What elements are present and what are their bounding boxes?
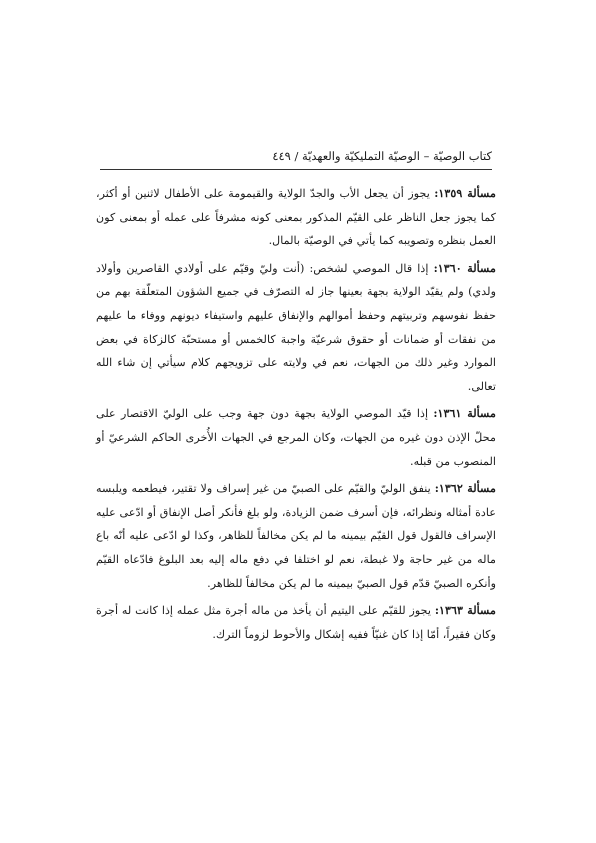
- page-body: [96, 182, 496, 650]
- issue-text: ينفق الوليّ والقيّم على الصبيّ من غير إسراف ولا تقتير، فيطعمه ويلبسه عادة أمثاله ونظرائه، فإن أسرف ضمن الزيادة، ولو بلغ فأنكر أصل الإنفاق أو ادّعى عليه الإسراف فالقول قول القيّم بيمينه ما لم يكن مخالفاً للظاهر، وكذا لو ادّعى عليه أنّه باع ماله من غير حاجة ولا غبطة، نعم لو اختلفا في دفع ماله إليه بعد البلوغ فادّعاه القيّم وأنكره الصبيّ قدّم قول الصبيّ بيمينه ما لم يكن مخالفاً للظاهر.: [96, 482, 496, 590]
- issue-label: مسألة ١٣٦٠:: [433, 260, 497, 275]
- issue-text: يجوز أن يجعل الأب والجدّ الولاية والقيمومة على الأطفال لاثنين أو أكثر، كما يجوز جعل الناظر على القيّم المذكور بمعنى كونه مشرفاً على عمله أو بمعنى كون العمل بنظره وتصويبه كما يأتي في الوصيّة بالمال.: [96, 187, 496, 248]
- issue-text: يجوز للقيّم على اليتيم أن يأخذ من ماله أجرة مثل عمله إذا كانت له أجرة وكان فقيراً، أمّا إذا كان غنيّاً ففيه إشكال والأحوط لزوماً الترك.: [96, 604, 496, 641]
- issue-paragraph: [96, 599, 496, 646]
- issue-paragraph: [96, 257, 496, 399]
- issue-text: إذا قال الموصي لشخص: (أنت وليّ وقيّم على أولادي القاصرين وأولاد ولدي) ولم يقيّد الولاية بجهة بعينها جاز له التصرّف في جميع الشؤون المتعلّقة بهم من حفظ نفوسهم وتربيتهم وحفظ أموالهم والإنفاق عليهم واستيفاء ديونهم ووفاء ما عليهم من نفقات أو ضمانات أو حقوق شرعيّة واجبة كالخمس أو مستحبّة كالزكاة في بعض الموارد وغير ذلك من الجهات، نعم في ولايته على تزويجهم كلام سيأتي إن شاء الله تعالى.: [96, 261, 496, 393]
- issue-label: مسألة ١٣٦٢:: [434, 481, 497, 496]
- issue-label: مسألة ١٣٦١:: [433, 406, 496, 421]
- running-header: كتاب الوصيّة – الوصيّة التمليكيّة والعهديّة / ٤٤٩: [100, 148, 492, 170]
- issue-text: إذا قيّد الموصي الولاية بجهة دون جهة وجب على الوليّ الاقتصار على محلّ الإذن دون غيره من الجهات، وكان المرجع في الجهات الأُخرى الحاكم الشرعيّ أو المنصوب من قبله.: [96, 407, 496, 468]
- issue-label: مسألة ١٣٥٩:: [434, 186, 496, 200]
- issue-paragraph: [96, 477, 496, 595]
- issue-paragraph: [96, 182, 496, 253]
- issue-paragraph: [96, 402, 496, 473]
- issue-label: مسألة ١٣٦٣:: [434, 603, 496, 618]
